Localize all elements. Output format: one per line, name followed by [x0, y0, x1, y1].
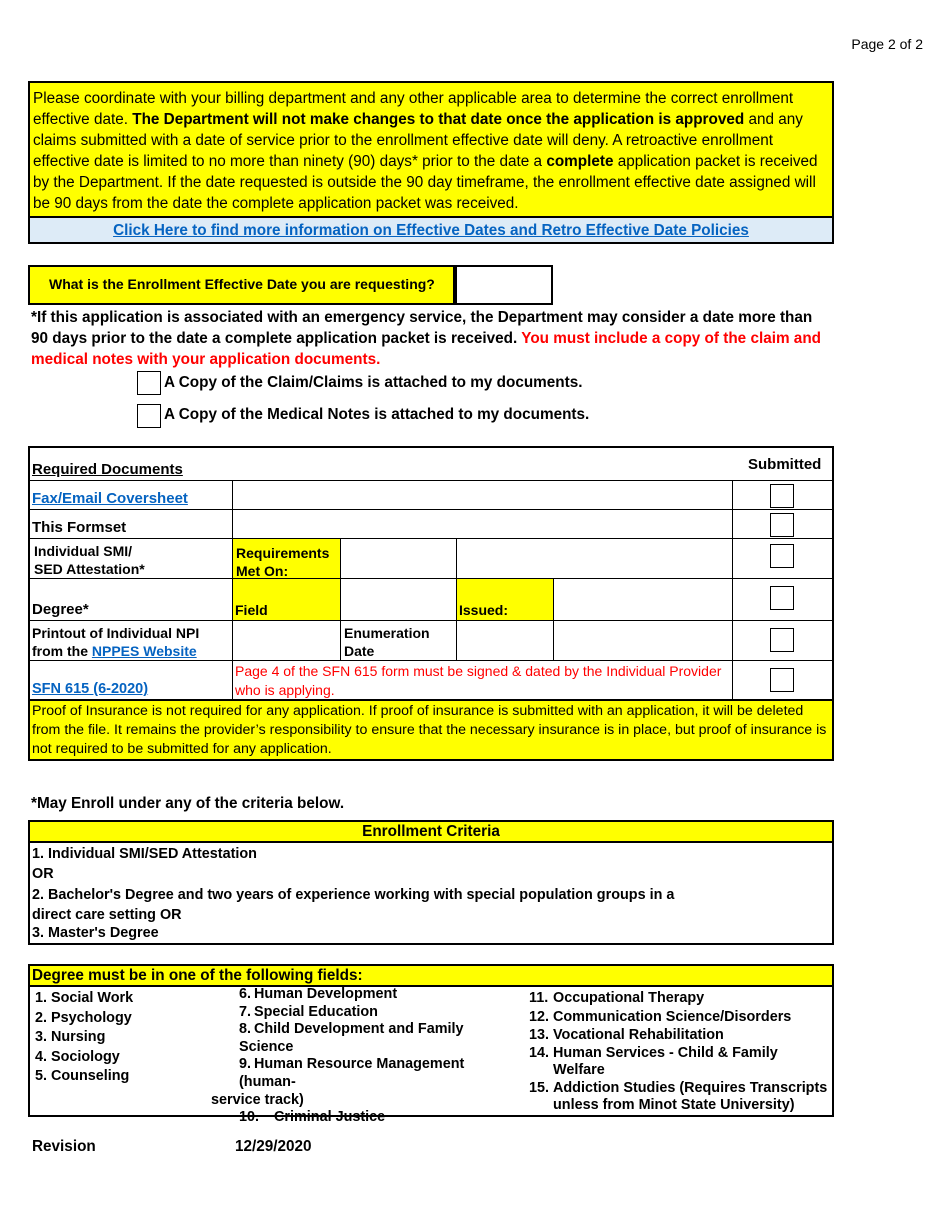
criteria-item: 1. Individual SMI/SED Attestation — [32, 846, 257, 862]
field-item: 3. Nursing — [35, 1029, 106, 1045]
field-item: 9. Human Resource Management (human- — [239, 1056, 465, 1090]
revision-label: Revision — [32, 1138, 96, 1155]
npi-printout-label: Printout of Individual NPI from the NPPES Website — [32, 625, 200, 659]
effective-date-notice — [28, 81, 834, 244]
field-item: 1. Social Work — [35, 990, 134, 1006]
claim-copy-label: A Copy of the Claim/Claims is attached to my documents. — [164, 374, 583, 391]
notice-link-row — [30, 216, 832, 242]
npi-submitted-checkbox[interactable] — [770, 628, 794, 652]
fax-email-coversheet-link[interactable]: Fax/Email Coversheet — [32, 490, 188, 507]
criteria-item: OR — [32, 866, 54, 883]
enrollment-criteria-list — [32, 844, 832, 942]
required-documents-header: Required Documents — [32, 461, 183, 478]
fax-coversheet-submitted-checkbox[interactable] — [770, 484, 794, 508]
issued-label: Issued: — [459, 602, 509, 618]
degree-fields-column-2 — [211, 986, 511, 1127]
degree-fields-header: Degree must be in one of the following fields: — [30, 966, 832, 987]
degree-label: Degree* — [32, 601, 89, 618]
field-item-continued: unless from Minot State University) — [553, 1097, 795, 1113]
degree-fields-box — [28, 964, 834, 1126]
criteria-item: direct care setting OR — [32, 906, 182, 923]
sfn-615-link[interactable]: SFN 615 (6-2020) — [32, 681, 149, 697]
required-documents-table — [28, 446, 834, 761]
criteria-item: 2. Bachelor's Degree and two years of experience working with special population groups in a — [32, 886, 675, 903]
field-item: 11. Occupational Therapy — [529, 990, 705, 1006]
field-item: 13. Vocational Rehabilitation — [529, 1027, 724, 1043]
nppes-website-link[interactable]: NPPES Website — [91, 643, 197, 659]
field-item: 14. Human Services - Child & Family — [529, 1044, 778, 1061]
medical-notes-label: A Copy of the Medical Notes is attached to my documents. — [164, 406, 590, 423]
this-formset-label: This Formset — [32, 519, 127, 536]
field-item: 6. Human Development — [239, 986, 398, 1002]
formset-submitted-checkbox[interactable] — [770, 513, 794, 537]
field-item: 5. Counseling — [35, 1068, 130, 1084]
sfn-615-note: Page 4 of the SFN 615 form must be signed & dated by the Individual Provider who is applying. — [235, 663, 722, 698]
smi-attestation-submitted-checkbox[interactable] — [770, 544, 794, 568]
notice-text: Please coordinate with your billing department and any other applicable area to determine the correct enrollment effective date. The Department will not make changes to that date once the application is approved and any claims submitted with a date of service prior to the enrollment effective date will deny. A retroactive enrollment effective date is limited to no more than ninety (90) days* prior to the date a complete application packet is received by the Department. If the date requested is outside the 90 day timeframe, the enrollment effective date assigned will be 90 days from the date the complete application packet was received. — [30, 83, 832, 216]
claim-copy-checkbox[interactable] — [137, 371, 161, 395]
insurance-note: Proof of Insurance is not required for any application. If proof of insurance is submitted with an application, it will be deleted from the file. It remains the provider’s responsibility to ensure that the necessary insurance is in place, but proof of insurance is not required to be submitted for any application. — [30, 701, 832, 759]
emergency-required-note: You must include a copy of the claim and medical notes with your application documents. — [31, 330, 822, 368]
field-item: 4. Sociology — [35, 1048, 120, 1065]
degree-submitted-checkbox[interactable] — [770, 586, 794, 610]
effective-date-question: What is the Enrollment Effective Date you are requesting? — [28, 265, 455, 305]
degree-fields-column-3 — [529, 989, 827, 1115]
field-item: 8. Child Development and Family Science — [239, 1021, 464, 1055]
degree-fields-column-1 — [35, 989, 133, 1087]
sfn-615-submitted-checkbox[interactable] — [770, 668, 794, 692]
field-item: 7. Special Education — [239, 1003, 378, 1020]
field-item: 12. Communication Science/Disorders — [529, 1008, 792, 1025]
page-number: Page 2 of 2 — [851, 36, 923, 52]
enrollment-criteria-header: Enrollment Criteria — [30, 822, 832, 843]
enumeration-date-label: Enumeration Date — [344, 625, 430, 659]
field-item-continued: service track) — [211, 1091, 304, 1108]
field-label: Field — [235, 602, 268, 618]
medical-notes-checkbox[interactable] — [137, 404, 161, 428]
submitted-header: Submitted — [748, 456, 822, 473]
requirements-met-on-label: Requirements Met On: — [236, 545, 330, 579]
field-item: 10. Criminal Justice — [239, 1109, 386, 1126]
field-item: 2. Psychology — [35, 1009, 132, 1026]
effective-date-policies-link[interactable]: Click Here to find more information on Effective Dates and Retro Effective Date Policies — [113, 222, 749, 239]
revision-date: 12/29/2020 — [235, 1138, 312, 1155]
enrollment-criteria-box — [28, 820, 834, 945]
smi-sed-attestation-label: Individual SMI/ SED Attestation* — [34, 543, 145, 577]
effective-date-input[interactable] — [455, 265, 553, 305]
field-item-continued: Welfare — [553, 1062, 605, 1078]
criteria-item: 3. Master's Degree — [32, 925, 159, 942]
field-item: 15. Addiction Studies (Requires Transcripts — [529, 1079, 828, 1096]
may-enroll-note: *May Enroll under any of the criteria below. — [31, 795, 345, 812]
emergency-service-note: *If this application is associated with an emergency service, the Department may consider a date more than 90 days prior to the date a complete application packet is received. You must include a copy of the claim and medical notes with your application documents. — [31, 309, 822, 368]
